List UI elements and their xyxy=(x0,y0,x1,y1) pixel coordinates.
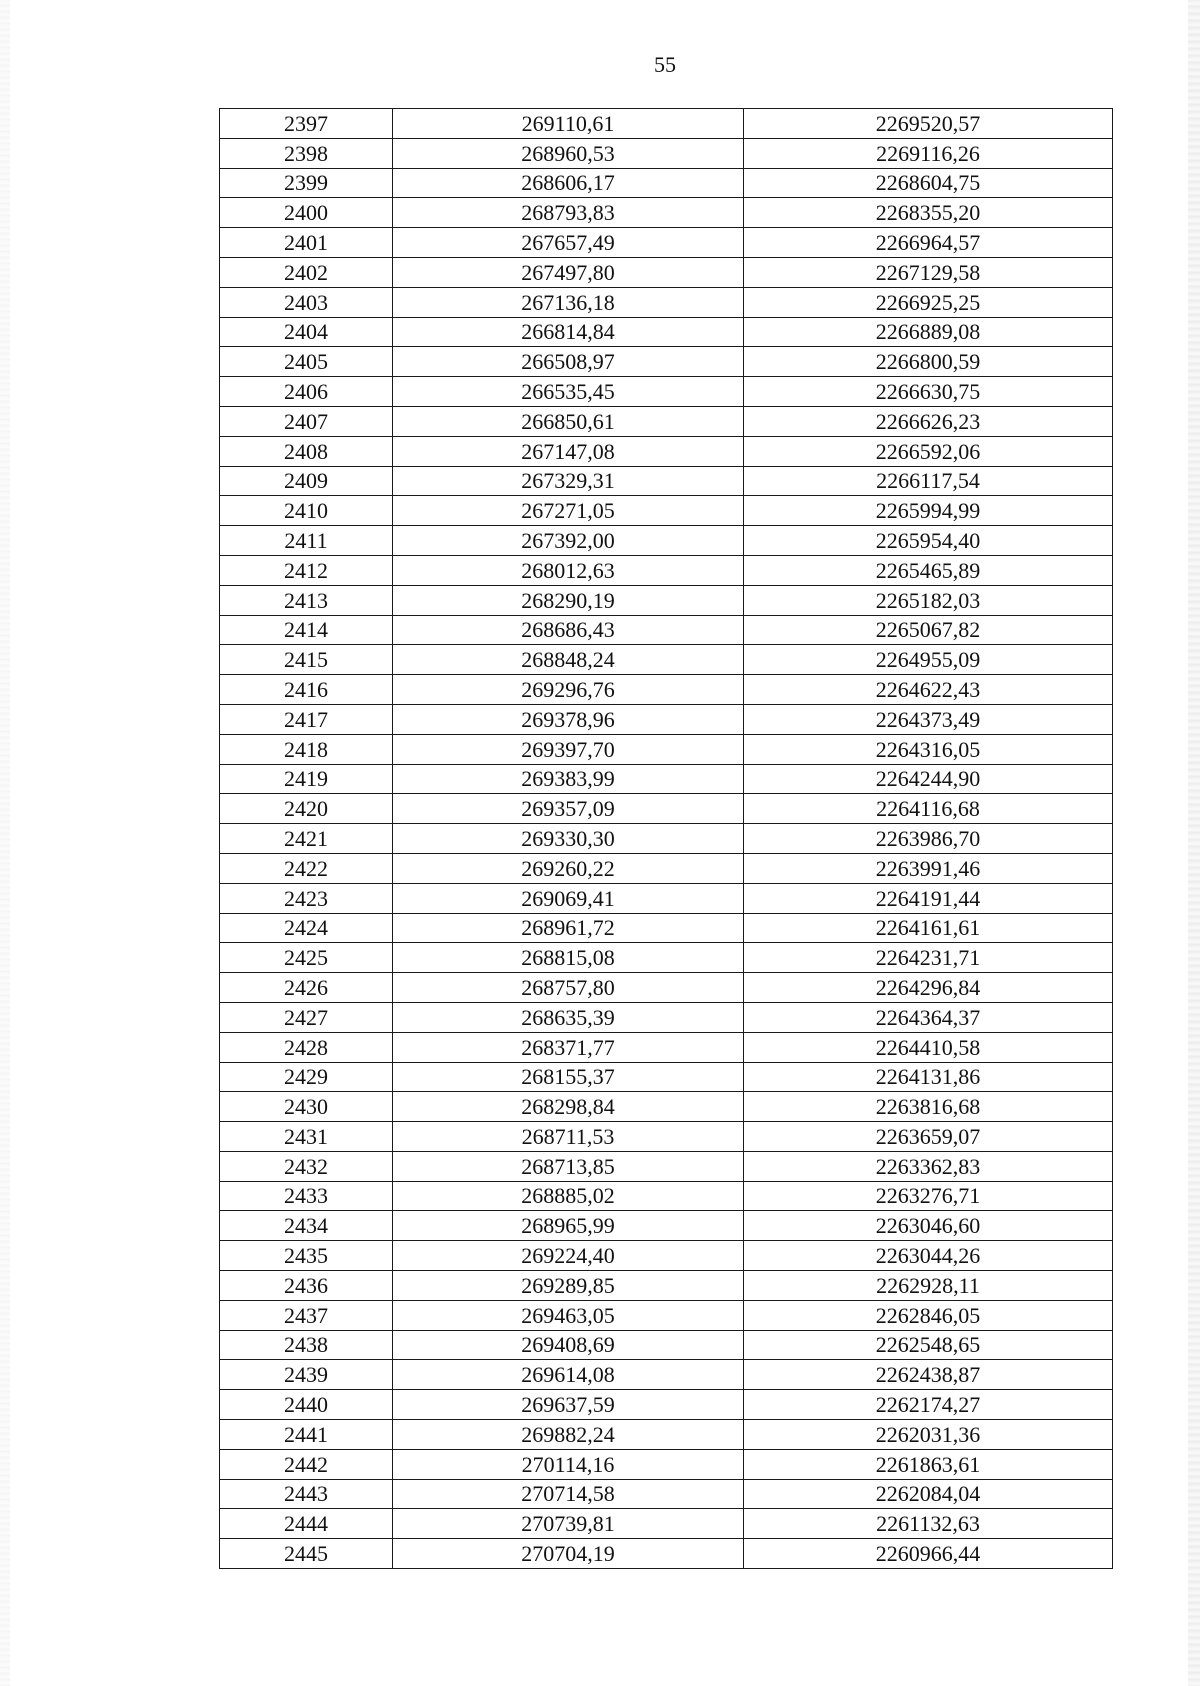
y-coordinate-cell: 2264231,71 xyxy=(744,943,1113,973)
y-coordinate-cell: 2263362,83 xyxy=(744,1151,1113,1181)
y-coordinate-cell: 2261863,61 xyxy=(744,1449,1113,1479)
point-number-cell: 2415 xyxy=(220,645,393,675)
point-number-cell: 2429 xyxy=(220,1062,393,1092)
point-number-cell: 2422 xyxy=(220,853,393,883)
table-row xyxy=(220,1420,1113,1450)
point-number-cell: 2417 xyxy=(220,704,393,734)
point-number-cell: 2409 xyxy=(220,466,393,496)
y-coordinate-cell: 2264191,44 xyxy=(744,883,1113,913)
table-row xyxy=(220,347,1113,377)
table-row xyxy=(220,704,1113,734)
table-row xyxy=(220,1449,1113,1479)
table-row xyxy=(220,436,1113,466)
table-row xyxy=(220,824,1113,854)
x-coordinate-cell: 266535,45 xyxy=(393,377,744,407)
table-row xyxy=(220,1390,1113,1420)
table-row xyxy=(220,585,1113,615)
table-row xyxy=(220,1539,1113,1569)
x-coordinate-cell: 266850,61 xyxy=(393,406,744,436)
coordinates-table xyxy=(219,108,1113,1569)
y-coordinate-cell: 2265994,99 xyxy=(744,496,1113,526)
x-coordinate-cell: 267136,18 xyxy=(393,287,744,317)
table-row xyxy=(220,943,1113,973)
table-row xyxy=(220,1062,1113,1092)
y-coordinate-cell: 2264296,84 xyxy=(744,973,1113,1003)
y-coordinate-cell: 2262174,27 xyxy=(744,1390,1113,1420)
table-row xyxy=(220,466,1113,496)
table-row xyxy=(220,257,1113,287)
table-row xyxy=(220,973,1113,1003)
table-row xyxy=(220,853,1113,883)
point-number-cell: 2402 xyxy=(220,257,393,287)
y-coordinate-cell: 2264316,05 xyxy=(744,734,1113,764)
x-coordinate-cell: 267329,31 xyxy=(393,466,744,496)
point-number-cell: 2441 xyxy=(220,1420,393,1450)
point-number-cell: 2423 xyxy=(220,883,393,913)
point-number-cell: 2427 xyxy=(220,1002,393,1032)
x-coordinate-cell: 268960,53 xyxy=(393,138,744,168)
y-coordinate-cell: 2260966,44 xyxy=(744,1539,1113,1569)
x-coordinate-cell: 268298,84 xyxy=(393,1092,744,1122)
table-row xyxy=(220,1509,1113,1539)
point-number-cell: 2399 xyxy=(220,168,393,198)
x-coordinate-cell: 268757,80 xyxy=(393,973,744,1003)
point-number-cell: 2413 xyxy=(220,585,393,615)
y-coordinate-cell: 2264244,90 xyxy=(744,764,1113,794)
x-coordinate-cell: 267657,49 xyxy=(393,228,744,258)
table-row xyxy=(220,406,1113,436)
table-row xyxy=(220,138,1113,168)
x-coordinate-cell: 269357,09 xyxy=(393,794,744,824)
y-coordinate-cell: 2266889,08 xyxy=(744,317,1113,347)
table-row xyxy=(220,734,1113,764)
table-row xyxy=(220,1241,1113,1271)
point-number-cell: 2403 xyxy=(220,287,393,317)
point-number-cell: 2397 xyxy=(220,109,393,139)
table-row xyxy=(220,1151,1113,1181)
y-coordinate-cell: 2264364,37 xyxy=(744,1002,1113,1032)
x-coordinate-cell: 269224,40 xyxy=(393,1241,744,1271)
x-coordinate-cell: 270704,19 xyxy=(393,1539,744,1569)
point-number-cell: 2438 xyxy=(220,1330,393,1360)
x-coordinate-cell: 270114,16 xyxy=(393,1449,744,1479)
point-number-cell: 2436 xyxy=(220,1271,393,1301)
table-row xyxy=(220,764,1113,794)
page-number: 55 xyxy=(654,52,676,77)
point-number-cell: 2406 xyxy=(220,377,393,407)
point-number-cell: 2424 xyxy=(220,913,393,943)
x-coordinate-cell: 268371,77 xyxy=(393,1032,744,1062)
table-row xyxy=(220,109,1113,139)
y-coordinate-cell: 2266964,57 xyxy=(744,228,1113,258)
y-coordinate-cell: 2263986,70 xyxy=(744,824,1113,854)
coordinates-table-body xyxy=(220,109,1113,1569)
y-coordinate-cell: 2264410,58 xyxy=(744,1032,1113,1062)
y-coordinate-cell: 2268604,75 xyxy=(744,168,1113,198)
point-number-cell: 2398 xyxy=(220,138,393,168)
point-number-cell: 2400 xyxy=(220,198,393,228)
point-number-cell: 2425 xyxy=(220,943,393,973)
table-row xyxy=(220,496,1113,526)
y-coordinate-cell: 2261132,63 xyxy=(744,1509,1113,1539)
y-coordinate-cell: 2262438,87 xyxy=(744,1360,1113,1390)
x-coordinate-cell: 269069,41 xyxy=(393,883,744,913)
y-coordinate-cell: 2263816,68 xyxy=(744,1092,1113,1122)
x-coordinate-cell: 269614,08 xyxy=(393,1360,744,1390)
y-coordinate-cell: 2262928,11 xyxy=(744,1271,1113,1301)
x-coordinate-cell: 268711,53 xyxy=(393,1122,744,1152)
point-number-cell: 2443 xyxy=(220,1479,393,1509)
table-row xyxy=(220,645,1113,675)
x-coordinate-cell: 268848,24 xyxy=(393,645,744,675)
point-number-cell: 2407 xyxy=(220,406,393,436)
point-number-cell: 2428 xyxy=(220,1032,393,1062)
x-coordinate-cell: 269289,85 xyxy=(393,1271,744,1301)
point-number-cell: 2431 xyxy=(220,1122,393,1152)
point-number-cell: 2444 xyxy=(220,1509,393,1539)
table-row xyxy=(220,317,1113,347)
table-row xyxy=(220,1330,1113,1360)
table-row xyxy=(220,615,1113,645)
x-coordinate-cell: 269397,70 xyxy=(393,734,744,764)
y-coordinate-cell: 2264116,68 xyxy=(744,794,1113,824)
point-number-cell: 2410 xyxy=(220,496,393,526)
x-coordinate-cell: 267392,00 xyxy=(393,526,744,556)
point-number-cell: 2401 xyxy=(220,228,393,258)
y-coordinate-cell: 2263659,07 xyxy=(744,1122,1113,1152)
y-coordinate-cell: 2262031,36 xyxy=(744,1420,1113,1450)
table-row xyxy=(220,228,1113,258)
y-coordinate-cell: 2262846,05 xyxy=(744,1300,1113,1330)
x-coordinate-cell: 268290,19 xyxy=(393,585,744,615)
table-row xyxy=(220,675,1113,705)
point-number-cell: 2434 xyxy=(220,1211,393,1241)
x-coordinate-cell: 268793,83 xyxy=(393,198,744,228)
point-number-cell: 2418 xyxy=(220,734,393,764)
x-coordinate-cell: 268961,72 xyxy=(393,913,744,943)
table-row xyxy=(220,1122,1113,1152)
x-coordinate-cell: 269378,96 xyxy=(393,704,744,734)
x-coordinate-cell: 268965,99 xyxy=(393,1211,744,1241)
point-number-cell: 2412 xyxy=(220,555,393,585)
point-number-cell: 2433 xyxy=(220,1181,393,1211)
table-row xyxy=(220,1032,1113,1062)
x-coordinate-cell: 268155,37 xyxy=(393,1062,744,1092)
table-row xyxy=(220,526,1113,556)
x-coordinate-cell: 268686,43 xyxy=(393,615,744,645)
y-coordinate-cell: 2266925,25 xyxy=(744,287,1113,317)
point-number-cell: 2432 xyxy=(220,1151,393,1181)
table-row xyxy=(220,287,1113,317)
x-coordinate-cell: 270714,58 xyxy=(393,1479,744,1509)
x-coordinate-cell: 268815,08 xyxy=(393,943,744,973)
y-coordinate-cell: 2264161,61 xyxy=(744,913,1113,943)
point-number-cell: 2419 xyxy=(220,764,393,794)
table-row xyxy=(220,198,1113,228)
x-coordinate-cell: 266508,97 xyxy=(393,347,744,377)
x-coordinate-cell: 268885,02 xyxy=(393,1181,744,1211)
y-coordinate-cell: 2262084,04 xyxy=(744,1479,1113,1509)
table-row xyxy=(220,1300,1113,1330)
y-coordinate-cell: 2266117,54 xyxy=(744,466,1113,496)
scan-edge-left xyxy=(0,0,10,1686)
point-number-cell: 2414 xyxy=(220,615,393,645)
point-number-cell: 2411 xyxy=(220,526,393,556)
x-coordinate-cell: 269383,99 xyxy=(393,764,744,794)
y-coordinate-cell: 2262548,65 xyxy=(744,1330,1113,1360)
y-coordinate-cell: 2263276,71 xyxy=(744,1181,1113,1211)
y-coordinate-cell: 2266800,59 xyxy=(744,347,1113,377)
point-number-cell: 2416 xyxy=(220,675,393,705)
x-coordinate-cell: 269463,05 xyxy=(393,1300,744,1330)
x-coordinate-cell: 267147,08 xyxy=(393,436,744,466)
table-row xyxy=(220,1002,1113,1032)
x-coordinate-cell: 270739,81 xyxy=(393,1509,744,1539)
table-row xyxy=(220,377,1113,407)
y-coordinate-cell: 2263044,26 xyxy=(744,1241,1113,1271)
x-coordinate-cell: 268606,17 xyxy=(393,168,744,198)
point-number-cell: 2440 xyxy=(220,1390,393,1420)
x-coordinate-cell: 268012,63 xyxy=(393,555,744,585)
point-number-cell: 2404 xyxy=(220,317,393,347)
x-coordinate-cell: 269296,76 xyxy=(393,675,744,705)
x-coordinate-cell: 268713,85 xyxy=(393,1151,744,1181)
y-coordinate-cell: 2264622,43 xyxy=(744,675,1113,705)
y-coordinate-cell: 2265954,40 xyxy=(744,526,1113,556)
y-coordinate-cell: 2264373,49 xyxy=(744,704,1113,734)
y-coordinate-cell: 2263046,60 xyxy=(744,1211,1113,1241)
scan-edge-right xyxy=(1188,0,1200,1686)
table-row xyxy=(220,1271,1113,1301)
point-number-cell: 2445 xyxy=(220,1539,393,1569)
table-row xyxy=(220,794,1113,824)
table-row xyxy=(220,1360,1113,1390)
y-coordinate-cell: 2269116,26 xyxy=(744,138,1113,168)
y-coordinate-cell: 2265067,82 xyxy=(744,615,1113,645)
point-number-cell: 2405 xyxy=(220,347,393,377)
x-coordinate-cell: 268635,39 xyxy=(393,1002,744,1032)
table-row xyxy=(220,1211,1113,1241)
x-coordinate-cell: 269408,69 xyxy=(393,1330,744,1360)
point-number-cell: 2421 xyxy=(220,824,393,854)
table-row xyxy=(220,168,1113,198)
y-coordinate-cell: 2266630,75 xyxy=(744,377,1113,407)
y-coordinate-cell: 2265465,89 xyxy=(744,555,1113,585)
table-row xyxy=(220,1181,1113,1211)
y-coordinate-cell: 2267129,58 xyxy=(744,257,1113,287)
point-number-cell: 2442 xyxy=(220,1449,393,1479)
x-coordinate-cell: 266814,84 xyxy=(393,317,744,347)
point-number-cell: 2435 xyxy=(220,1241,393,1271)
point-number-cell: 2420 xyxy=(220,794,393,824)
table-row xyxy=(220,555,1113,585)
x-coordinate-cell: 269637,59 xyxy=(393,1390,744,1420)
point-number-cell: 2430 xyxy=(220,1092,393,1122)
y-coordinate-cell: 2265182,03 xyxy=(744,585,1113,615)
table-row xyxy=(220,1092,1113,1122)
y-coordinate-cell: 2266626,23 xyxy=(744,406,1113,436)
y-coordinate-cell: 2264131,86 xyxy=(744,1062,1113,1092)
x-coordinate-cell: 267497,80 xyxy=(393,257,744,287)
point-number-cell: 2408 xyxy=(220,436,393,466)
y-coordinate-cell: 2268355,20 xyxy=(744,198,1113,228)
y-coordinate-cell: 2266592,06 xyxy=(744,436,1113,466)
y-coordinate-cell: 2264955,09 xyxy=(744,645,1113,675)
table-row xyxy=(220,883,1113,913)
y-coordinate-cell: 2269520,57 xyxy=(744,109,1113,139)
point-number-cell: 2426 xyxy=(220,973,393,1003)
table-row xyxy=(220,1479,1113,1509)
x-coordinate-cell: 267271,05 xyxy=(393,496,744,526)
point-number-cell: 2437 xyxy=(220,1300,393,1330)
table-row xyxy=(220,913,1113,943)
point-number-cell: 2439 xyxy=(220,1360,393,1390)
y-coordinate-cell: 2263991,46 xyxy=(744,853,1113,883)
x-coordinate-cell: 269330,30 xyxy=(393,824,744,854)
x-coordinate-cell: 269260,22 xyxy=(393,853,744,883)
x-coordinate-cell: 269882,24 xyxy=(393,1420,744,1450)
x-coordinate-cell: 269110,61 xyxy=(393,109,744,139)
